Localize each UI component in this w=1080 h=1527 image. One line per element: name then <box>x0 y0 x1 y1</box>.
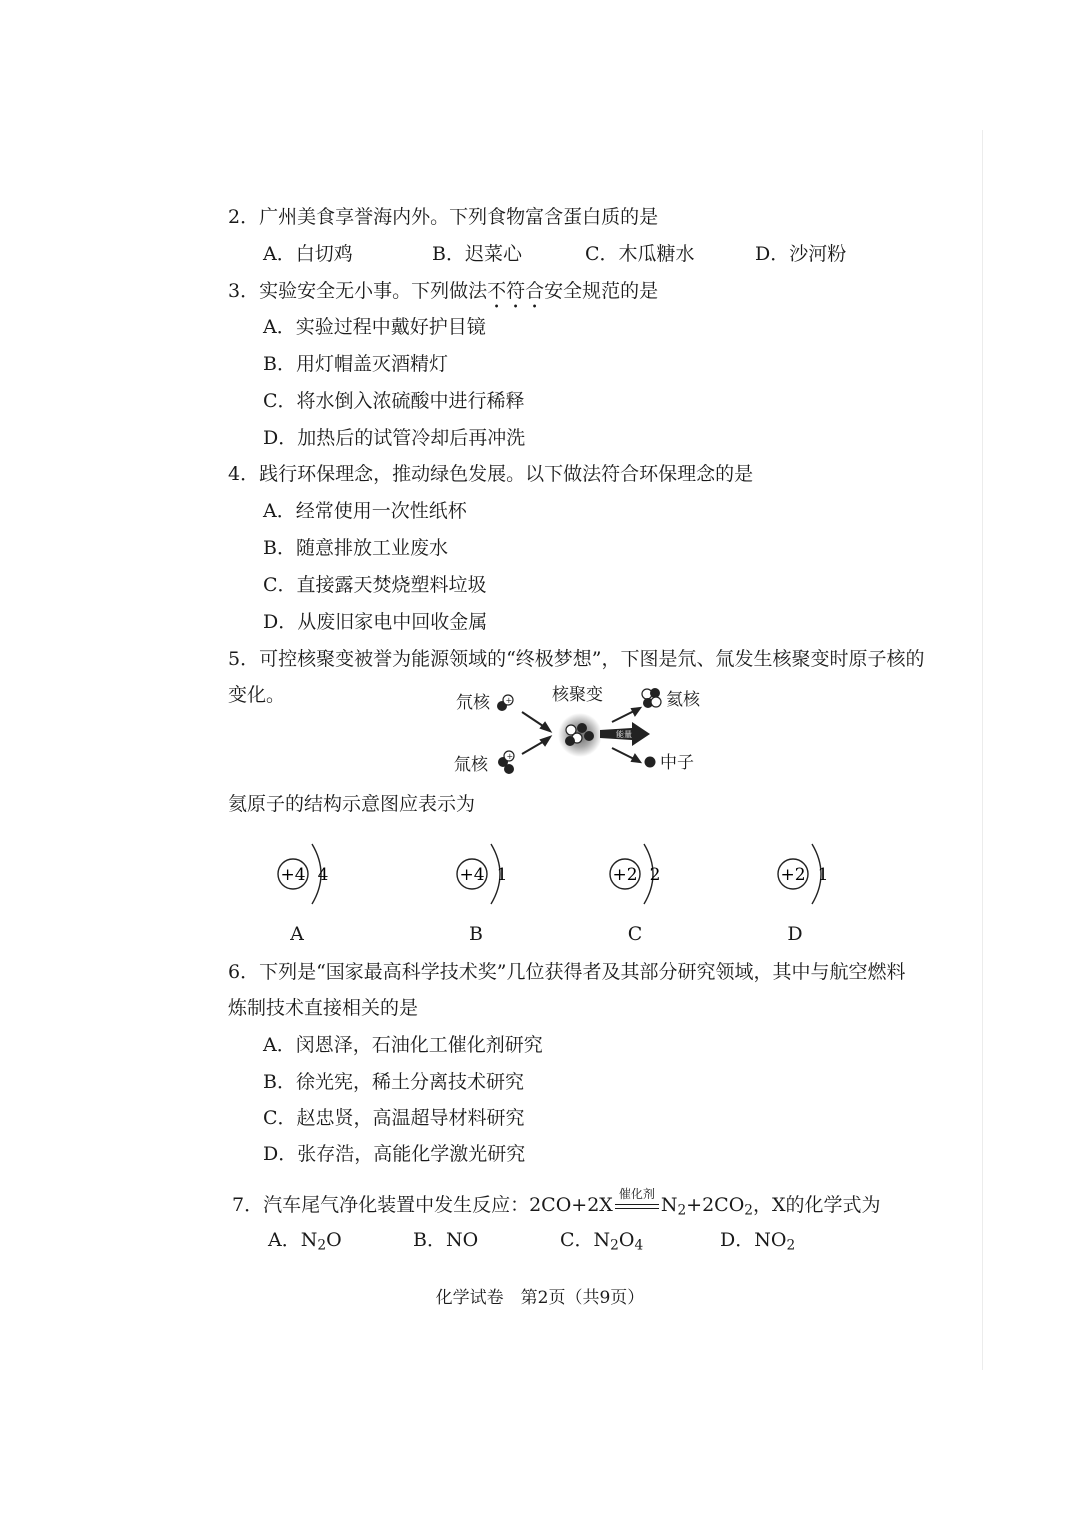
atom-b-nucleus: +4 <box>459 865 485 885</box>
question-5-stem-line1: 5．可控核聚变被誉为能源领域的“终极梦想”，下图是氘、氚发生核聚变时原子核的 <box>228 648 925 670</box>
q7-n-sub: 2 <box>677 1202 687 1219</box>
helium-nucleus-icon <box>642 688 661 708</box>
page-footer: 化学试卷 第2页（共9页） <box>435 1288 645 1308</box>
q2-option-a[interactable]: A．白切鸡 <box>263 243 353 265</box>
q7-b-label: B． <box>413 1229 446 1251</box>
atom-diagram-a[interactable] <box>278 844 328 904</box>
q4-option-a[interactable]: A．经常使用一次性纸杯 <box>263 500 467 522</box>
atom-letter-a: A <box>290 923 304 945</box>
q7-c-sub2: 4 <box>634 1237 644 1254</box>
q7-stem-post: ，X的化学式为 <box>752 1194 881 1216</box>
atom-letter-c: C <box>627 923 643 945</box>
q7-option-d[interactable] <box>720 1228 795 1257</box>
q4-option-d[interactable]: D．从废旧家电中回收金属 <box>263 611 488 633</box>
q6-option-c[interactable]: C．赵忠贤，高温超导材料研究 <box>263 1107 525 1129</box>
question-2-stem: 2．广州美食享誉海内外。下列食物富含蛋白质的是 <box>228 206 659 228</box>
fusion-label: 核聚变 <box>552 685 603 705</box>
atom-letter-d: D <box>787 923 803 945</box>
atom-a-nucleus: +4 <box>280 865 306 885</box>
atom-d-electrons: 1 <box>817 865 829 885</box>
q3-option-d[interactable]: D．加热后的试管冷却后再冲洗 <box>263 427 526 449</box>
q7-c-main: N <box>593 1229 611 1251</box>
q6-option-a[interactable]: A．闵恩泽，石油化工催化剂研究 <box>263 1034 543 1056</box>
q7-n: N <box>660 1194 678 1216</box>
question-5-stem-line2: 变化。 <box>228 684 286 706</box>
q7-a-tail: O <box>326 1229 342 1251</box>
atom-c-nucleus: +2 <box>612 865 638 885</box>
q7-b-main: NO <box>445 1229 479 1251</box>
q2-option-d[interactable]: D．沙河粉 <box>755 243 847 265</box>
q7-a-sub: 2 <box>317 1237 327 1254</box>
q7-d-label: D． <box>720 1229 755 1251</box>
atom-diagram-c[interactable] <box>610 844 660 904</box>
q3-option-a[interactable]: A．实验过程中戴好护目镜 <box>263 316 486 338</box>
q3-option-c[interactable]: C．将水倒入浓硫酸中进行稀释 <box>263 390 525 412</box>
question-4-stem: 4．践行环保理念，推动绿色发展。以下做法符合环保理念的是 <box>228 463 754 485</box>
q7-d-sub: 2 <box>786 1237 796 1254</box>
question-7-stem <box>232 1187 881 1222</box>
question-3-stem <box>228 279 658 313</box>
atom-a-electrons: 4 <box>317 865 329 885</box>
neutron-label: 中子 <box>660 753 694 773</box>
q2-option-c[interactable]: C．木瓜糖水 <box>585 243 695 265</box>
page-edge-line <box>982 130 983 1370</box>
catalyst-label: 催化剂 <box>618 1187 655 1201</box>
deuterium-nucleus-icon <box>497 695 513 711</box>
q7-c-sub: 2 <box>610 1237 619 1254</box>
atom-d-nucleus: +2 <box>780 865 806 885</box>
svg-text:+: + <box>506 752 514 761</box>
q7-mid: +2CO <box>686 1194 745 1216</box>
fusion-core-icon <box>558 713 602 757</box>
q7-option-c[interactable] <box>560 1228 643 1257</box>
question-6-stem-line1: 6．下列是“国家最高科学技术奖”几位获得者及其部分研究领域，其中与航空燃料 <box>228 961 906 983</box>
energy-arrow-icon <box>600 722 650 746</box>
q7-mid-sub: 2 <box>744 1202 753 1219</box>
atom-b-electrons: 1 <box>496 865 508 885</box>
q2-option-b[interactable]: B．迟菜心 <box>432 243 522 265</box>
helium-label: 氦核 <box>666 690 700 710</box>
q7-stem-pre: 7．汽车尾气净化装置中发生反应：2CO+2X <box>232 1194 613 1216</box>
q3-stem-post: 安全规范的是 <box>544 280 659 302</box>
question-6-stem-line2: 炼制技术直接相关的是 <box>228 997 419 1019</box>
neutron-icon <box>645 757 656 768</box>
q7-a-label: A． <box>268 1229 301 1251</box>
q7-option-a[interactable] <box>268 1228 342 1257</box>
catalyst-arrow <box>613 1187 661 1218</box>
q4-option-b[interactable]: B．随意排放工业废水 <box>263 537 448 559</box>
q4-option-c[interactable]: C．直接露天焚烧塑料垃圾 <box>263 574 487 596</box>
atom-diagram-b[interactable] <box>457 844 507 904</box>
energy-label: 能量 <box>616 730 632 739</box>
tritium-nucleus-icon <box>498 751 514 774</box>
q6-option-d[interactable]: D．张存浩，高能化学激光研究 <box>263 1143 526 1165</box>
arrow-in-icon <box>522 712 550 754</box>
q7-d-main: NO <box>754 1229 787 1251</box>
q7-c-label: C． <box>560 1229 594 1251</box>
atom-diagram-d[interactable] <box>778 844 828 904</box>
fusion-figure <box>440 678 720 782</box>
svg-text:+: + <box>505 696 513 705</box>
q7-c-tail: O <box>618 1229 635 1251</box>
atom-letter-b: B <box>469 923 483 945</box>
atom-diagrams <box>260 838 860 914</box>
tritium-label: 氚核 <box>454 755 488 775</box>
atom-c-electrons: 2 <box>649 865 661 885</box>
q7-a-main: N <box>300 1229 318 1251</box>
q3-emphasis: 不符合 <box>487 280 545 302</box>
q3-stem-pre: 3．实验安全无小事。下列做法 <box>228 280 488 302</box>
deuterium-label: 氘核 <box>456 693 490 713</box>
q6-option-b[interactable]: B．徐光宪，稀土分离技术研究 <box>263 1071 524 1093</box>
q7-option-b[interactable] <box>413 1228 478 1252</box>
q3-option-b[interactable]: B．用灯帽盖灭酒精灯 <box>263 353 448 375</box>
question-5-prompt: 氦原子的结构示意图应表示为 <box>228 793 476 815</box>
